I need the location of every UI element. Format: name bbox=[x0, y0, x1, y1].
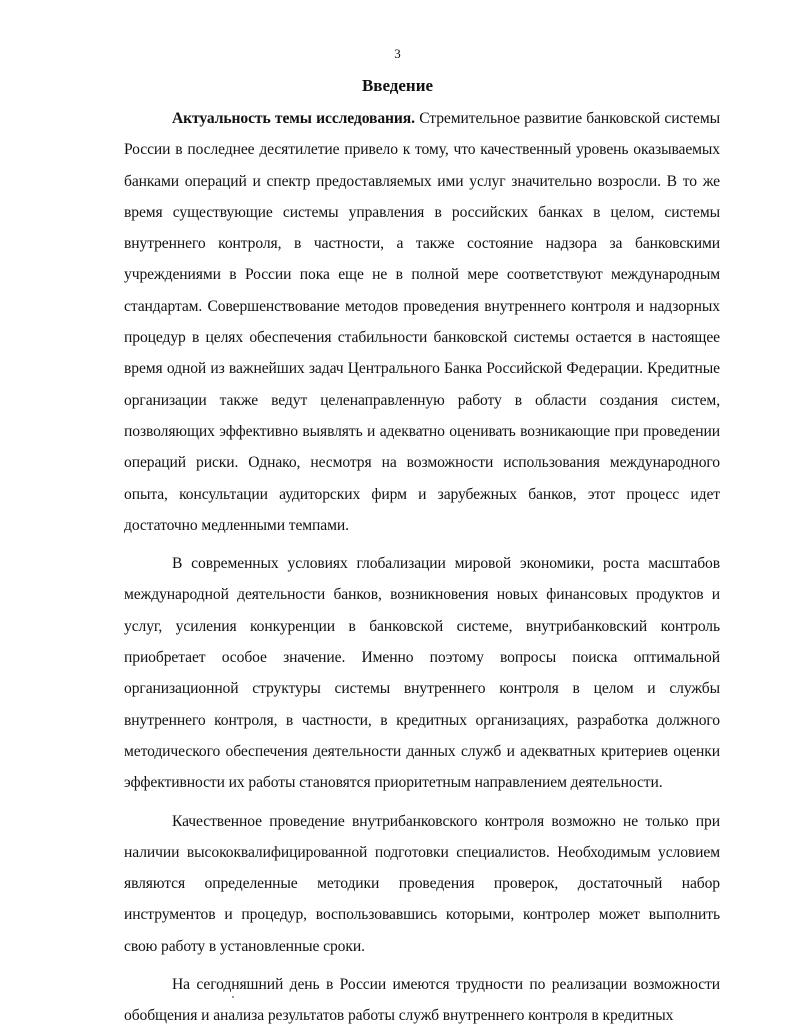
paragraph-4-text: На сегодняшний день в России имеются трудности по реализации возможности обобщения и анализа результатов работы служб внутреннего контроля в кредитных bbox=[124, 976, 720, 1025]
paragraph-1-text: Стремительное развитие банковской системы России в последнее десятилетие привело к тому, что качественный уровень оказываемых банками операций и спектр предоставляемых ими услуг значительно возросли. В то же время существующие системы управления в российских банках в целом, системы внутреннего контроля, в частности, а также состояние надзора за банковскими учреждениями в России пока еще не в полной мере соответствуют международным стандартам. Совершенствование методов проведения внутреннего контроля и надзорных процедур в целях обеспечения стабильности банковской системы остается в настоящее время одной из важнейших задач Центрального Банка Российской Федерации. Кредитные организации также ведут целенаправленную работу в области создания систем, позволяющих эффективно выявлять и адекватно оценивать возникающие при проведении операций риски. Однако, несмотря на возможности использования международного опыта, консультации аудиторских фирм и зарубежных банков, этот процесс идет достаточно медленными темпами. bbox=[124, 110, 721, 534]
paragraph-2-text: В современных условиях глобализации мировой экономики, роста масштабов международной деятельности банков, возникновения новых финансовых продуктов и услуг, усиления конкуренции в банковской системе, внутрибанковский контроль приобретает особое значение. Именно поэтому вопросы поиска оптимальной организационной структуры системы внутреннего контроля в целом и службы внутреннего контроля, в частности, в кредитных организациях, разработка должного методического обеспечения деятельности данных служб и адекватных критериев оценки эффективности их работы становятся приоритетным направлением деятельности. bbox=[124, 555, 720, 792]
page-number: 3 bbox=[394, 46, 401, 61]
paragraph-3 bbox=[124, 806, 720, 962]
paragraph-4 bbox=[124, 969, 720, 1032]
body-text bbox=[124, 103, 720, 1032]
page-title: Введение bbox=[361, 76, 434, 95]
paragraph-1 bbox=[124, 103, 720, 541]
paragraph-1-lead: Актуальность темы исследования. bbox=[172, 110, 415, 127]
paragraph-3-text: Качественное проведение внутрибанковского контроля возможно не только при наличии высококвалифицированной подготовки специалистов. Необходимым условием являются определенные методики проведения проверок, достаточный набор инструментов и процедур, воспользовавшись которыми, контролер может выполнить свою работу в установленные сроки. bbox=[124, 812, 720, 955]
scan-speck bbox=[232, 996, 234, 998]
paragraph-2 bbox=[124, 548, 720, 798]
